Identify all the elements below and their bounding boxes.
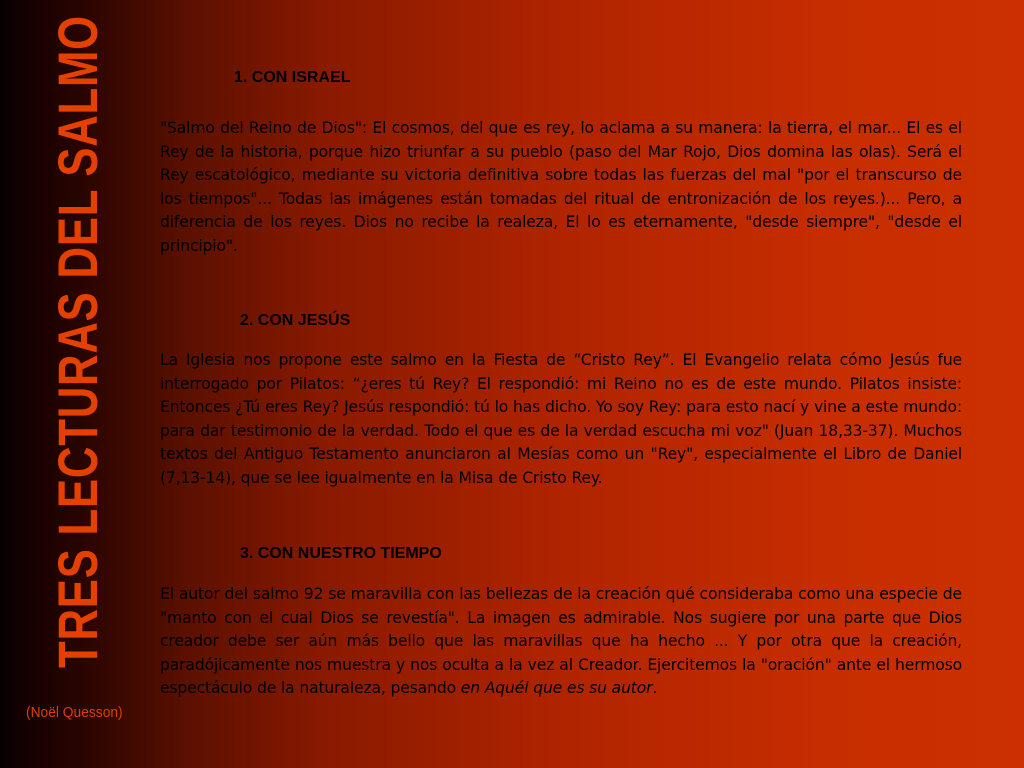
- section-body-end: .: [652, 679, 658, 697]
- author-credit: (Noël Quesson): [26, 704, 123, 721]
- section-body-text: El autor del salmo 92 se maravilla con las bellezas de la creación qué consideraba como una especie de "manto con el cual Dios se revestía". La imagen es admirable. Nos sugiere por una parte que Dios creador debe ser aún más bello que las maravillas que ha hecho ... Y por otra que la creación, paradójicamente nos muestra y nos oculta a la vez al Creador. Ejercitemos la "oración" ante el hermoso espectáculo de la naturaleza, pesando: [160, 585, 962, 697]
- vertical-title: [46, 15, 109, 668]
- section-body-nuestro-tiempo: [160, 583, 962, 701]
- section-body-italic: en Aquél que es su autor: [460, 679, 653, 697]
- section-body-jesus: La Iglesia nos propone este salmo en la Fiesta de “Cristo Rey”. El Evangelio relata cómo Jesús fue interrogado por Pilatos: “¿eres tú Rey? El respondió: mi Reino no es de este mundo. Pilatos insiste: Entonces ¿Tú eres Rey? Jesús respondió: tú lo has dicho. Yo soy Rey: para esto nací y vine a este mundo: para dar testimonio de la verdad. Todo el que es de la verdad escucha mi voz" (Juan 18,33-37). Muchos textos del Antiguo Testamento anunciaron al Mesías como un "Rey", especialmente el Libro de Daniel (7,13-14), que se lee igualmente en la Misa de Cristo Rey.: [160, 351, 962, 487]
- section-body-israel: "Salmo del Reino de Dios": El cosmos, del que es rey, lo aclama a su manera: la tierra, el mar... El es el Rey de la historia, porque hizo triunfar a su pueblo (paso del Mar Rojo, Dios domina las olas). Será el Rey escatológico, mediante su victoria definitiva sobre todas las fuerzas del mal "por el transcurso de los tiempos"... Todas las imágenes están tomadas del ritual de entronización de los reyes.)... Pero, a diferencia de los reyes. Dios no recibe la realeza, El lo es eternamente, "desde siempre", "desde el principio".: [160, 119, 962, 255]
- section-heading-jesus: 2. CON JESÚS: [240, 312, 351, 329]
- vertical-title-text: TRES LECTURAS DEL SALMO: [46, 15, 109, 668]
- section-heading-nuestro-tiempo: 3. CON NUESTRO TIEMPO: [240, 545, 442, 562]
- section-heading-israel: 1. CON ISRAEL: [234, 69, 351, 86]
